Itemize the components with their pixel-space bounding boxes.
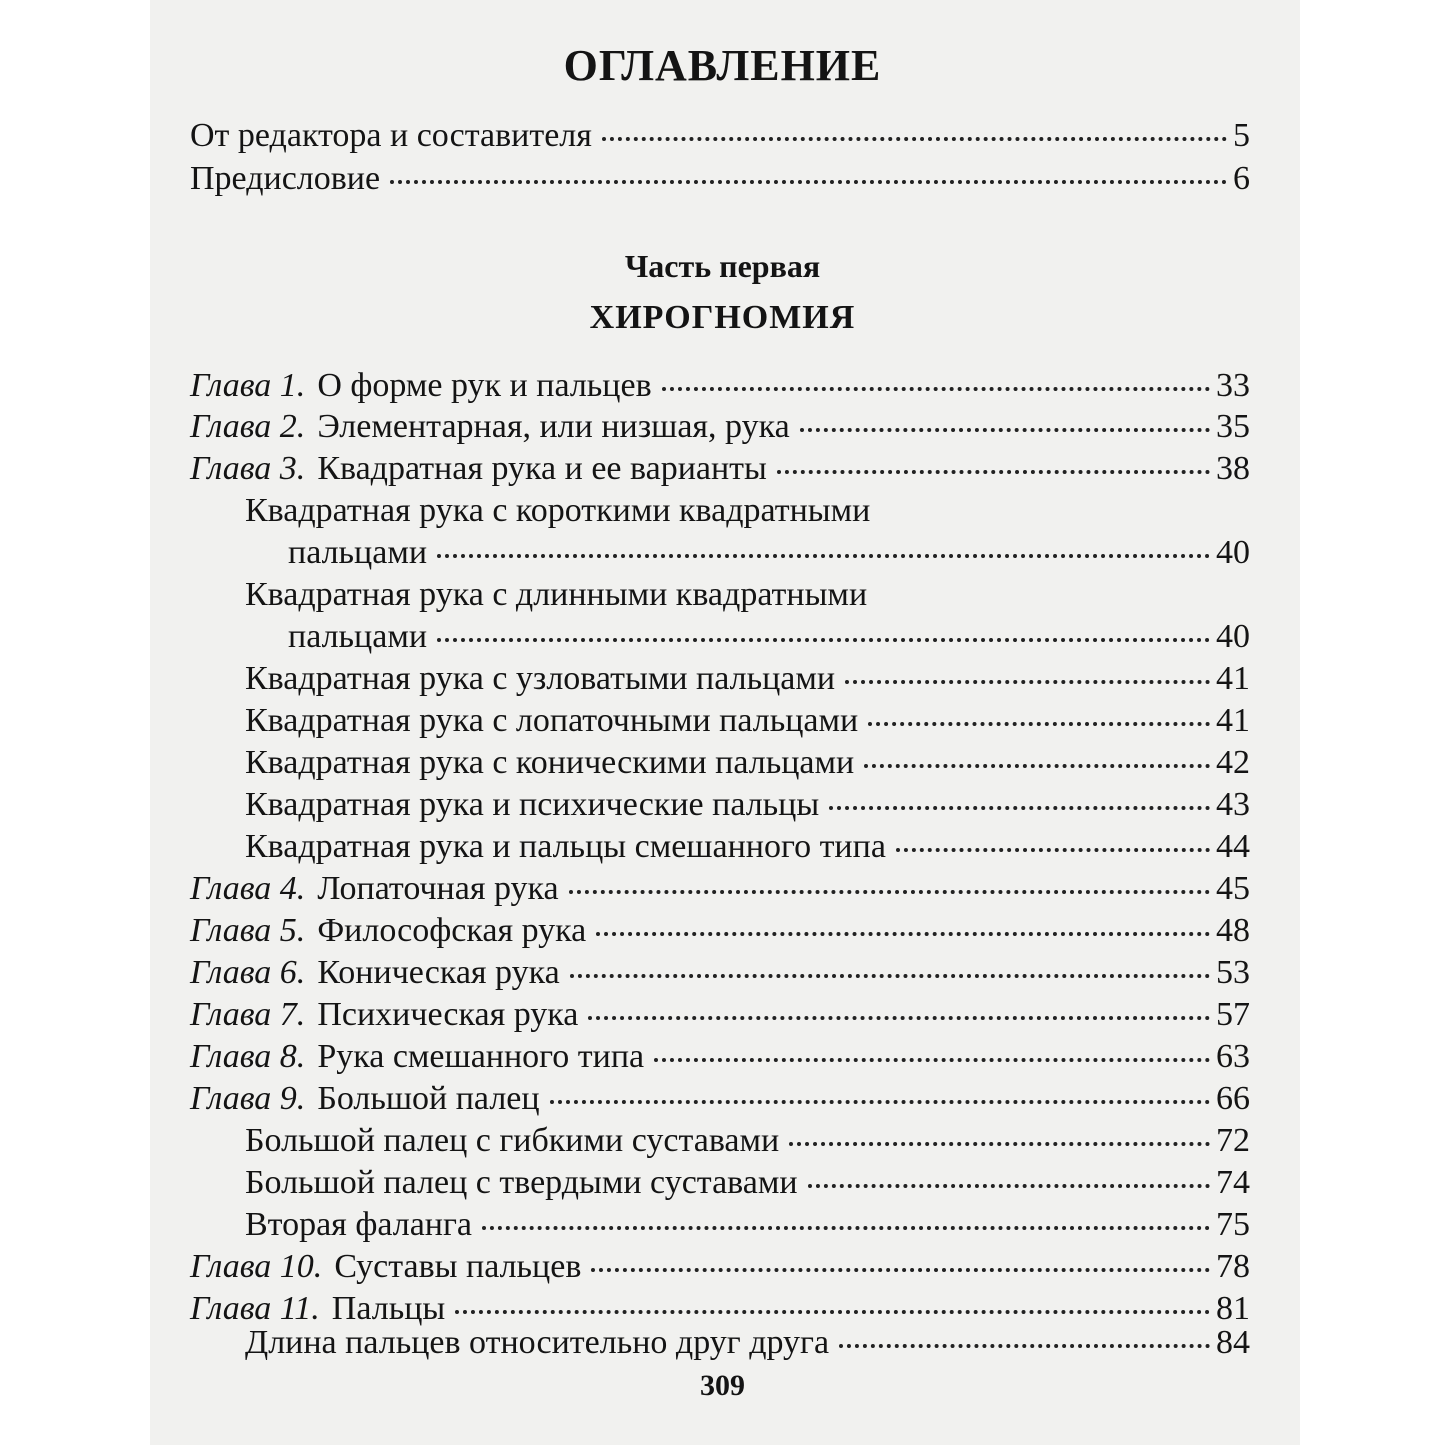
dot-leader: [482, 1226, 1210, 1230]
toc-entry: [190, 952, 1250, 994]
dot-leader: [777, 470, 1210, 474]
page-number: 45: [1216, 870, 1250, 907]
page-number: 33: [1216, 367, 1250, 404]
dot-leader: [654, 1058, 1210, 1062]
toc-entry: [190, 1036, 1250, 1078]
page-number: 74: [1216, 1164, 1250, 1201]
page-number: 40: [1216, 534, 1250, 571]
page-number: 75: [1216, 1206, 1250, 1243]
page-number: 48: [1216, 912, 1250, 949]
chapter-number: Глава 8.: [190, 1038, 306, 1075]
entry-label: Квадратная рука с коническими пальцами: [245, 744, 855, 781]
toc-entry: [190, 406, 1250, 448]
dot-leader: [868, 722, 1210, 726]
entry-label: пальцами: [288, 534, 428, 571]
page-number: 38: [1216, 450, 1250, 487]
toc-entry: [245, 1162, 1250, 1204]
chapter-number: Глава 1.: [190, 367, 306, 404]
page-number: 72: [1216, 1122, 1250, 1159]
chapter-number: Глава 10.: [190, 1248, 323, 1285]
entry-label: Пальцы: [331, 1290, 446, 1327]
page-folio: 309: [700, 1369, 745, 1402]
entry-label: Квадратная рука и пальцы смешанного типа: [245, 828, 886, 865]
dot-leader: [808, 1184, 1210, 1188]
dot-leader: [570, 974, 1210, 978]
entry-label: Вторая фаланга: [245, 1206, 473, 1243]
entry-label: Предисловие: [190, 160, 381, 197]
entry-label-first-line: Квадратная рука с длинными квадратными: [245, 576, 868, 613]
page-number: 35: [1216, 408, 1250, 445]
toc-entry: [245, 1120, 1250, 1162]
entry-label: Квадратная рука с узловатыми пальцами: [245, 660, 836, 697]
chapter-number: Глава 3.: [190, 450, 306, 487]
dot-leader: [591, 1268, 1210, 1272]
page-number: 6: [1233, 160, 1250, 197]
entry-label: О форме рук и пальцев: [317, 367, 652, 404]
dot-leader: [390, 180, 1227, 184]
entry-label-first-line: Квадратная рука с короткими квадратными: [245, 492, 871, 529]
dot-leader: [550, 1100, 1210, 1104]
entry-label: Коническая рука: [317, 954, 560, 991]
toc-entry: [190, 365, 1250, 407]
part-label: Часть первая: [624, 248, 821, 284]
toc-entry: [245, 826, 1250, 868]
page-number: 5: [1233, 117, 1250, 154]
dot-leader: [588, 1016, 1210, 1020]
dot-leader: [800, 428, 1210, 432]
chapter-number: Глава 6.: [190, 954, 306, 991]
entry-label: пальцами: [288, 618, 428, 655]
dot-leader: [829, 806, 1210, 810]
page-number: 63: [1216, 1038, 1250, 1075]
entry-label: Суставы пальцев: [334, 1248, 582, 1285]
toc-entry: [190, 994, 1250, 1036]
page-number: 43: [1216, 786, 1250, 823]
entry-label: Квадратная рука с лопаточными пальцами: [245, 702, 859, 739]
dot-leader: [896, 848, 1210, 852]
dot-leader: [789, 1142, 1210, 1146]
page-number: 53: [1216, 954, 1250, 991]
dot-leader: [569, 890, 1210, 894]
toc-entry: [245, 1204, 1250, 1246]
entry-label: Большой палец с твердыми суставами: [245, 1164, 798, 1201]
chapter-number: Глава 2.: [190, 408, 306, 445]
toc-entry: [190, 115, 1250, 157]
toc-entry: [288, 532, 1250, 574]
chapter-number: Глава 7.: [190, 996, 306, 1033]
entry-label: Большой палец: [317, 1080, 540, 1117]
toc-entry: [245, 1322, 1250, 1364]
dot-leader: [864, 764, 1210, 768]
page-number: 84: [1216, 1324, 1250, 1361]
page-number: 44: [1216, 828, 1250, 865]
toc-entry: [190, 448, 1250, 490]
toc-entry: [190, 910, 1250, 952]
entry-label: Философская рука: [317, 912, 587, 949]
toc-entry: [245, 742, 1250, 784]
toc-entry: [288, 616, 1250, 658]
toc-entry: [190, 1078, 1250, 1120]
entry-label: Большой палец с гибкими суставами: [245, 1122, 780, 1159]
dot-leader: [437, 638, 1210, 642]
entry-label: Длина пальцев относительно друг друга: [245, 1324, 830, 1361]
page-number: 40: [1216, 618, 1250, 655]
entry-label: От редактора и составителя: [190, 117, 592, 154]
toc-entry: [190, 1246, 1250, 1288]
page-number: 81: [1216, 1290, 1250, 1327]
page-number: 57: [1216, 996, 1250, 1033]
page-number: 78: [1216, 1248, 1250, 1285]
chapter-number: Глава 11.: [190, 1290, 320, 1327]
page-title: ОГЛАВЛЕНИЕ: [563, 41, 882, 90]
entry-label: Квадратная рука и ее варианты: [317, 450, 767, 487]
toc-entry: [245, 784, 1250, 826]
dot-leader: [662, 387, 1210, 391]
toc-entry: [245, 658, 1250, 700]
dot-leader: [437, 554, 1210, 558]
dot-leader: [839, 1344, 1210, 1348]
page-number: 42: [1216, 744, 1250, 781]
chapter-number: Глава 4.: [190, 870, 306, 907]
entry-label: Квадратная рука и психические пальцы: [245, 786, 820, 823]
part-title: ХИРОГНОМИЯ: [589, 299, 856, 336]
entry-label: Психическая рука: [317, 996, 579, 1033]
dot-leader: [845, 680, 1210, 684]
dot-leader: [596, 932, 1210, 936]
toc-entry: [190, 868, 1250, 910]
page-number: 41: [1216, 702, 1250, 739]
page-number: 41: [1216, 660, 1250, 697]
entry-label: Лопаточная рука: [317, 870, 559, 907]
chapter-number: Глава 5.: [190, 912, 306, 949]
toc-entry: [245, 700, 1250, 742]
chapter-number: Глава 9.: [190, 1080, 306, 1117]
dot-leader: [602, 137, 1227, 141]
entry-label: Элементарная, или низшая, рука: [317, 408, 790, 445]
entry-label: Рука смешанного типа: [317, 1038, 645, 1075]
dot-leader: [455, 1310, 1210, 1314]
page-number: 66: [1216, 1080, 1250, 1117]
toc-entry: [190, 158, 1250, 200]
